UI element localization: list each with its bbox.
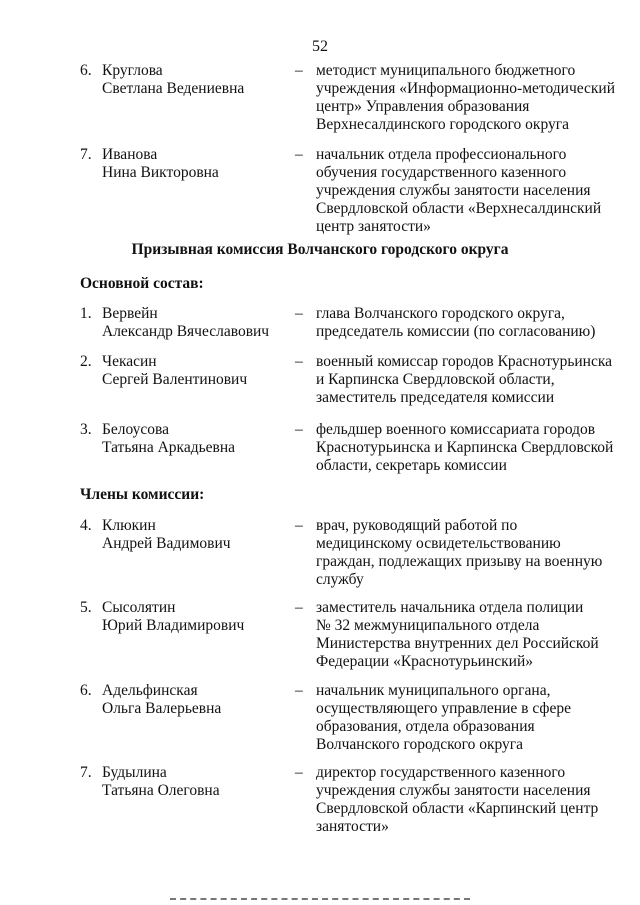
item-number: 6. (80, 682, 92, 699)
desc-line: начальник отдела профессионального (316, 146, 567, 163)
position-description (316, 421, 616, 475)
surname: Иванова (102, 146, 158, 163)
desc-line: центр» Управления образования (316, 98, 530, 115)
item-number: 5. (80, 599, 92, 616)
desc-line: Свердловской области «Карпинский центр (316, 800, 599, 817)
surname: Чекасин (102, 353, 157, 370)
given-names: Александр Вячеславович (102, 323, 270, 340)
dash: – (295, 146, 303, 163)
desc-line: службу (316, 571, 364, 588)
given-names: Татьяна Олеговна (102, 782, 220, 799)
person-name (102, 599, 287, 635)
desc-line: занятости» (316, 818, 389, 835)
position-description (316, 305, 616, 341)
position-description (316, 682, 616, 754)
dash: – (295, 764, 303, 781)
desc-line: медицинскому освидетельствованию (316, 535, 561, 552)
item-number: 7. (80, 146, 92, 163)
person-name (102, 305, 287, 341)
person-name (102, 353, 287, 389)
surname: Белоусова (102, 421, 170, 438)
position-description (316, 764, 616, 836)
given-names: Сергей Валентинович (102, 371, 248, 388)
position-description (316, 517, 616, 589)
dash: – (295, 62, 303, 79)
page-number: 52 (312, 38, 328, 55)
dash: – (295, 599, 303, 616)
person-name (102, 146, 287, 182)
desc-line: председатель комиссии (по согласованию) (316, 323, 596, 340)
desc-line: заместитель председателя комиссии (316, 389, 555, 406)
desc-line: заместитель начальника отдела полиции (316, 599, 584, 616)
dash: – (295, 353, 303, 370)
desc-line: Свердловской области «Верхнесалдинский (316, 200, 602, 217)
person-name (102, 517, 287, 553)
person-name (102, 764, 287, 800)
surname: Будылина (102, 764, 167, 781)
item-number: 2. (80, 353, 92, 370)
given-names: Татьяна Аркадьевна (102, 439, 236, 456)
surname: Сысолятин (102, 599, 176, 616)
desc-line: образования, отдела образования (316, 718, 535, 735)
desc-line: военный комиссар городов Краснотурьинска (316, 353, 613, 370)
position-description (316, 353, 616, 407)
desc-line: граждан, подлежащих призыву на военную (316, 553, 603, 570)
item-number: 3. (80, 421, 92, 438)
position-description (316, 146, 616, 236)
scan-edge-divider (170, 898, 470, 902)
desc-line: Министерства внутренних дел Российской (316, 635, 599, 652)
desc-line: Федерации «Краснотурьинский» (316, 653, 533, 670)
given-names: Нина Викторовна (102, 164, 219, 181)
dash: – (295, 682, 303, 699)
desc-line: № 32 межмуниципального отдела (316, 617, 540, 634)
given-names: Андрей Вадимович (102, 535, 231, 552)
given-names: Юрий Владимирович (102, 617, 245, 634)
desc-line: обучения государственного казенного (316, 164, 567, 181)
desc-line: центр занятости» (316, 218, 431, 235)
desc-line: области, секретарь комиссии (316, 457, 507, 474)
desc-line: врач, руководящий работой по (316, 517, 518, 534)
given-names: Ольга Валерьевна (102, 700, 222, 717)
desc-line: методист муниципального бюджетного (316, 62, 576, 79)
desc-line: учреждения службы занятости населения (316, 782, 591, 799)
desc-line: учреждения службы занятости населения (316, 182, 591, 199)
desc-line: Верхнесалдинского городского округа (316, 116, 569, 133)
dash: – (295, 421, 303, 438)
main-composition-heading: Основной состав: (80, 275, 204, 292)
section-title: Призывная комиссия Волчанского городского округа (131, 241, 509, 258)
members-heading: Члены комиссии: (80, 486, 205, 503)
position-description (316, 599, 616, 671)
dash: – (295, 517, 303, 534)
desc-line: Краснотурьинска и Карпинска Свердловской (316, 439, 614, 456)
position-description (316, 62, 616, 134)
surname: Вервейн (102, 305, 158, 322)
item-number: 1. (80, 305, 92, 322)
item-number: 6. (80, 62, 92, 79)
desc-line: директор государственного казенного (316, 764, 566, 781)
given-names: Светлана Ведениевна (102, 80, 245, 97)
desc-line: фельдшер военного комиссариата городов (316, 421, 596, 438)
desc-line: учреждения «Информационно-методический (316, 80, 616, 97)
desc-line: осуществляющего управление в сфере (316, 700, 571, 717)
desc-line: глава Волчанского городского округа, (316, 305, 565, 322)
surname: Круглова (102, 62, 163, 79)
person-name (102, 682, 287, 718)
desc-line: и Карпинска Свердловской области, (316, 371, 555, 388)
person-name (102, 421, 287, 457)
dash: – (295, 305, 303, 322)
item-number: 7. (80, 764, 92, 781)
person-name (102, 62, 287, 98)
surname: Адельфинская (102, 682, 198, 699)
desc-line: начальник муниципального органа, (316, 682, 551, 699)
desc-line: Волчанского городского округа (316, 736, 524, 753)
surname: Клюкин (102, 517, 156, 534)
item-number: 4. (80, 517, 92, 534)
